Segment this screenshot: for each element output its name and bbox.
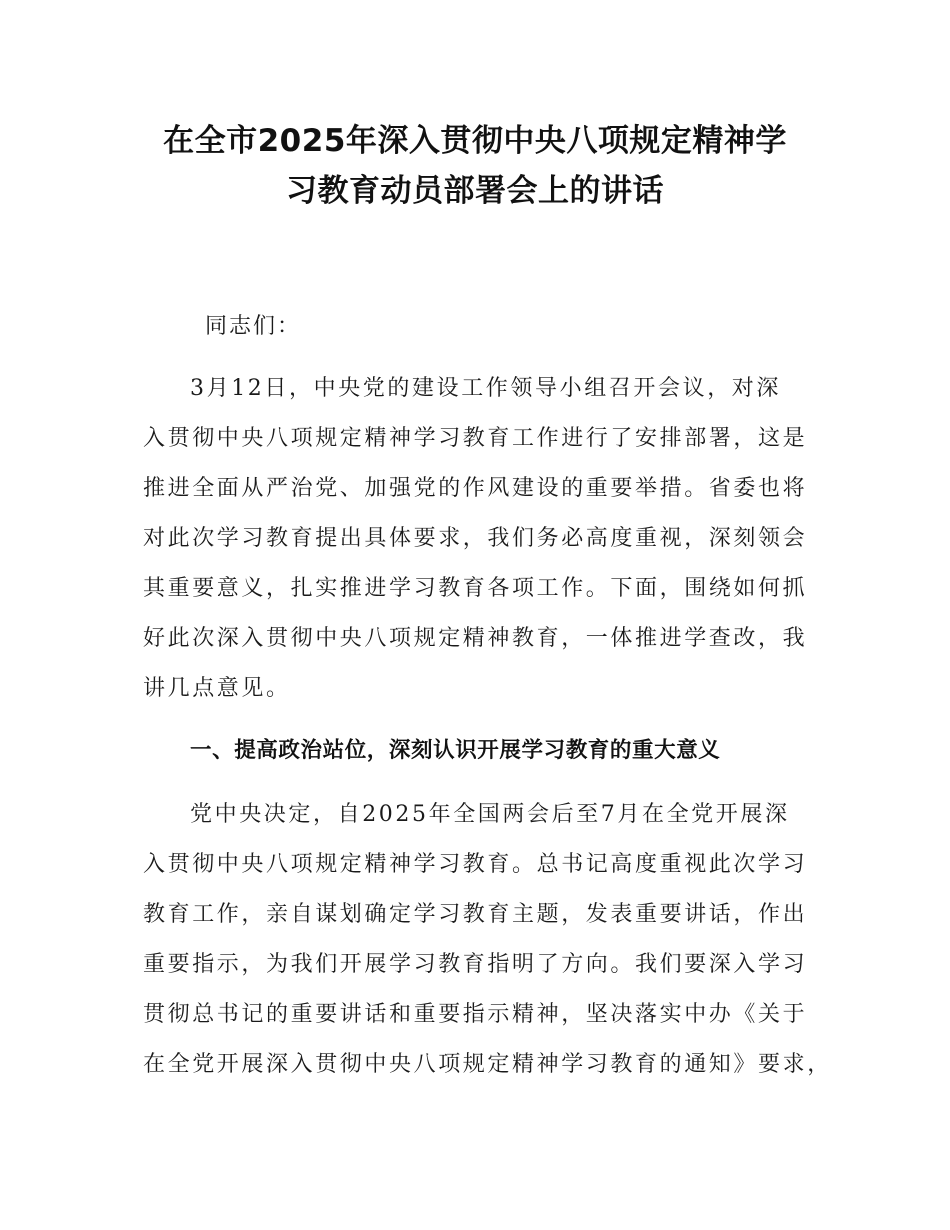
document-title <box>120 116 830 216</box>
paragraph-line: 教育工作，亲自谋划确定学习教育主题，发表重要讲话，作出 <box>143 902 808 927</box>
section-heading: 一、提高政治站位，深刻认识开展学习教育的重大意义 <box>190 738 721 763</box>
title-line-2: 习教育动员部署会上的讲话 <box>286 173 664 209</box>
paragraph-line: 推进全面从严治党、加强党的作风建设的重要举措。省委也将 <box>143 476 808 501</box>
paragraph-line: 重要指示，为我们开展学习教育指明了方向。我们要深入学习 <box>143 952 808 977</box>
paragraph-line: 对此次学习教育提出具体要求，我们务必高度重视，深刻领会 <box>143 526 808 551</box>
paragraph-line: 在全党开展深入贯彻中央八项规定精神学习教育的通知》要求， <box>143 1052 832 1077</box>
paragraph-line: 其重要意义，扎实推进学习教育各项工作。下面，围绕如何抓 <box>143 576 808 601</box>
paragraph-line: 入贯彻中央八项规定精神学习教育工作进行了安排部署，这是 <box>143 426 808 451</box>
paragraph-line: 入贯彻中央八项规定精神学习教育。总书记高度重视此次学习 <box>143 852 808 877</box>
paragraph-line: 好此次深入贯彻中央八项规定精神教育，一体推进学查改，我 <box>143 626 808 651</box>
paragraph-line: 党中央决定，自2025年全国两会后至7月在全党开展深 <box>190 802 790 827</box>
greeting: 同志们： <box>205 314 302 339</box>
paragraph-line: 讲几点意见。 <box>143 676 291 701</box>
title-line-1: 在全市2025年深入贯彻中央八项规定精神学 <box>163 123 787 159</box>
paragraph-line: 3月12日，中央党的建设工作领导小组召开会议，对深 <box>190 376 781 401</box>
paragraph-line: 贯彻总书记的重要讲话和重要指示精神，坚决落实中办《关于 <box>143 1002 808 1027</box>
